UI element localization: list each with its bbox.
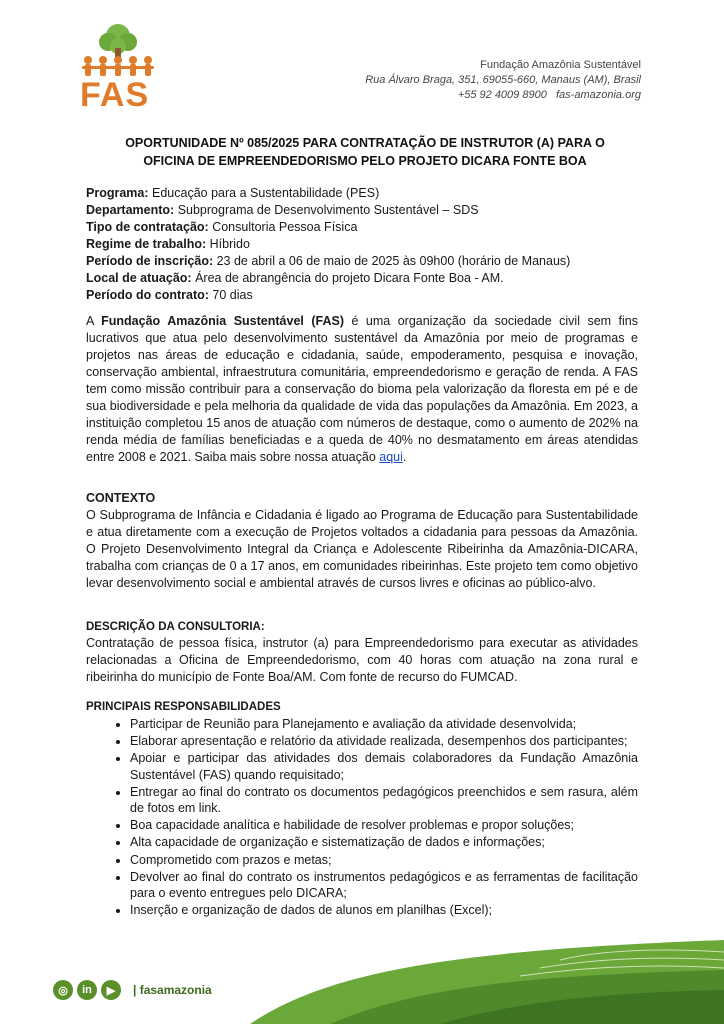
consultoria-heading: DESCRIÇÃO DA CONSULTORIA: <box>86 621 265 633</box>
tree-icon <box>99 24 137 58</box>
list-item: • Participar de Reunião para Planejamento e avaliação da atividade desenvolvida; <box>130 716 638 732</box>
info-row-programa <box>86 185 646 202</box>
info-label: Período de inscrição: <box>86 254 214 268</box>
info-value: Subprograma de Desenvolvimento Sustentável – SDS <box>174 203 479 217</box>
info-value: 23 de abril a 06 de maio de 2025 às 09h00 (horário de Manaus) <box>213 254 571 268</box>
social-handle[interactable]: | fasamazonia <box>133 983 212 997</box>
info-value: 70 dias <box>208 288 253 302</box>
logo-text: FAS <box>80 76 150 114</box>
title-line-1: OPORTUNIDADE Nº 085/2025 PARA CONTRATAÇÃO DE INSTRUTOR (A) PARA O <box>125 136 605 150</box>
list-item: • Devolver ao final do contrato os instrumentos pedagógicos e as ferramentas de facilitação para o evento entregues pelo DICARA; <box>130 869 638 901</box>
info-label: Local de atuação: <box>86 271 192 285</box>
org-phone: +55 92 4009 8900 <box>457 89 547 101</box>
org-name: Fundação Amazônia Sustentável <box>480 59 641 71</box>
list-item: • Entregar ao final do contrato os documentos pedagógicos preenchidos e sem rasura, além de fotos em link. <box>130 784 638 816</box>
info-value: Área de abrangência do projeto Dicara Fonte Boa - AM. <box>191 271 504 285</box>
org-site[interactable]: fas-amazonia.org <box>556 89 641 101</box>
info-row-periodo <box>86 287 646 304</box>
about-org-name: Fundação Amazônia Sustentável (FAS) <box>101 314 344 328</box>
people-icon <box>82 56 154 76</box>
responsabilidades-list <box>86 716 638 919</box>
about-body: é uma organização da sociedade civil sem fins lucrativos que atua pelo desenvolvimento sustentável da Amazônia por meio de programas e projetos nas áreas de educação e cidadania, saúde, empoderamento, pesquisa e inovação, conservação ambiental, infraestrutura comunitária, empreendedorismo e geração de renda. A FAS tem como missão contribuir para a conservação do bioma pela valorização da floresta em pé e de sua biodiversidade e pela melhoria da qualidade de vida das populações da Amazônia. Em 2023, a instituição completou 15 anos de atuação com números de destaque, como o aumento de 202% na renda média de famílias beneficiadas e a queda de 40% no desmatamento em áreas atendidas entre 2008 e 2021. Saiba mais sobre nossa atuação <box>86 314 638 464</box>
list-item: • Apoiar e participar das atividades dos demais colaboradores da Fundação Amazônia Sustentável (FAS) quando requisitado; <box>130 750 638 782</box>
org-contact <box>365 88 641 103</box>
youtube-icon[interactable]: ▶ <box>101 980 121 1000</box>
org-address: Rua Álvaro Braga, 351, 69055-660, Manaus (AM), Brasil <box>365 74 641 86</box>
info-block <box>86 185 646 304</box>
info-label: Departamento: <box>86 203 175 217</box>
info-label: Tipo de contratação: <box>86 220 209 234</box>
info-value: Consultoria Pessoa Física <box>208 220 358 234</box>
list-item: • Boa capacidade analítica e habilidade de resolver problemas e propor soluções; <box>130 817 638 833</box>
info-label: Período do contrato: <box>86 288 209 302</box>
list-item: • Elaborar apresentação e relatório da atividade realizada, desempenhos dos participantes; <box>130 733 638 749</box>
info-label: Regime de trabalho: <box>86 237 207 251</box>
list-item: • Comprometido com prazos e metas; <box>130 852 638 868</box>
consultoria-body: Contratação de pessoa física, instrutor (a) para Empreendedorismo para executar as atividades relacionadas a Oficina de Empreendedorismo, com 40 horas com atuação na zona rural e ribeirinha do município de Fonte Boa/AM. Com fonte de recurso do FUMCAD. <box>86 636 638 684</box>
info-label: Programa: <box>86 186 149 200</box>
about-end: . <box>402 450 407 464</box>
about-link[interactable]: aqui <box>379 450 403 464</box>
footer-social <box>53 980 212 1000</box>
info-row-regime <box>86 236 646 253</box>
about-paragraph <box>86 313 638 466</box>
document-title <box>90 134 640 170</box>
list-item: • Alta capacidade de organização e sistematização de dados e informações; <box>130 834 638 850</box>
contexto-body: O Subprograma de Infância e Cidadania é ligado ao Programa de Educação para Sustentabilidade e atua diretamente com a execução de Projetos voltados a cidadania para pessoas da Amazônia. O Projeto Desenvolvimento Integral da Criança e Adolescente Ribeirinha da Amazônia-DICARA, trabalha com crianças de 0 a 17 anos, em comunidades ribeirinhas. Este projeto tem como objetivo levar desenvolvimento social e ambiental através de cursos livres e oficinas ao público-alvo. <box>86 508 638 590</box>
linkedin-icon[interactable]: in <box>77 980 97 1000</box>
info-value: Híbrido <box>206 237 250 251</box>
contexto-heading: CONTEXTO <box>86 491 156 505</box>
info-row-local <box>86 270 646 287</box>
org-header <box>365 58 641 103</box>
info-row-departamento <box>86 202 646 219</box>
list-item: • Inserção e organização de dados de alunos em planilhas (Excel); <box>130 902 638 918</box>
info-row-inscricao <box>86 253 646 270</box>
instagram-icon[interactable]: ◎ <box>53 980 73 1000</box>
responsabilidades-heading: PRINCIPAIS RESPONSABILIDADES <box>86 701 281 713</box>
info-value: Educação para a Sustentabilidade (PES) <box>148 186 380 200</box>
about-prefix: A <box>86 314 102 328</box>
info-row-tipo <box>86 219 646 236</box>
title-line-2: OFICINA DE EMPREENDEDORISMO PELO PROJETO DICARA FONTE BOA <box>143 154 587 168</box>
footer-wave-decoration <box>0 930 724 1024</box>
